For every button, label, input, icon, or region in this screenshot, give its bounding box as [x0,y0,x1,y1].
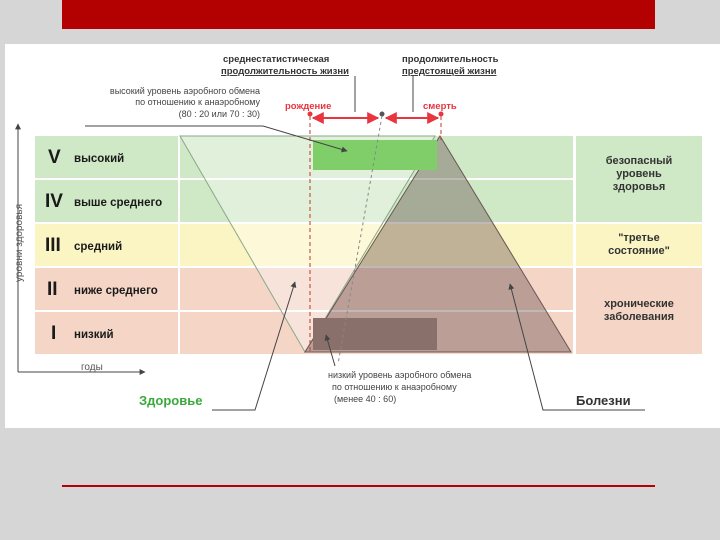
birth-label: рождение [285,101,332,112]
avg-life-line1: среднестатистическая [223,54,330,65]
title-bar [62,0,655,29]
high-aerobic-bar [313,140,437,170]
zone-chronic-line1: хронические [604,298,674,310]
level-v-numeral: V [48,147,61,168]
x-axis-label: годы [81,362,103,373]
remain-life-line2: предстоящей жизни [402,66,497,77]
low-aerobic-line2: по отношению к анаэробному [332,382,457,392]
high-aerobic-line1: высокий уровень аэробного обмена [109,86,260,96]
level-iv-label: выше среднего [74,197,163,209]
low-aerobic-bar [313,318,437,350]
death-label: смерть [423,101,457,112]
level-iii-label: средний [74,241,123,253]
y-axis-label: уровни здоровья [14,203,25,282]
zone-chronic-line2: заболевания [603,311,675,323]
low-aerobic-line1: низкий уровень аэробного обмена [328,370,472,380]
birth-dot [308,112,313,117]
health-label: Здоровье [139,393,203,408]
zone-safe-line1: безопасный [605,155,673,167]
low-aerobic-line3: (менее 40 : 60) [334,394,397,404]
zone-third-line2: состояние" [608,245,670,257]
level-i-label: низкий [74,329,114,341]
avg-life-line2: продолжительность жизни [221,66,349,77]
level-ii-label: ниже среднего [74,285,158,297]
death-dot [439,112,444,117]
level-ii-numeral: II [47,279,58,300]
level-iii-numeral: III [45,235,61,256]
diagram-panel [5,44,720,428]
remain-life-line1: продолжительность [402,54,499,65]
disease-label: Болезни [576,393,631,408]
level-v-label: высокий [74,153,125,165]
level-i-numeral: I [51,323,57,344]
footer-rule [62,485,655,487]
zone-safe-line3: здоровья [612,181,666,193]
zone-third-line1: "третье [618,232,660,244]
high-aerobic-line2: по отношению к анаэробному [135,97,260,107]
zone-safe-line2: уровень [616,168,662,180]
mid-dot [380,112,385,117]
high-aerobic-line3: (80 : 20 или 70 : 30) [178,109,260,119]
level-iv-numeral: IV [45,191,63,212]
health-levels-diagram [5,44,720,428]
